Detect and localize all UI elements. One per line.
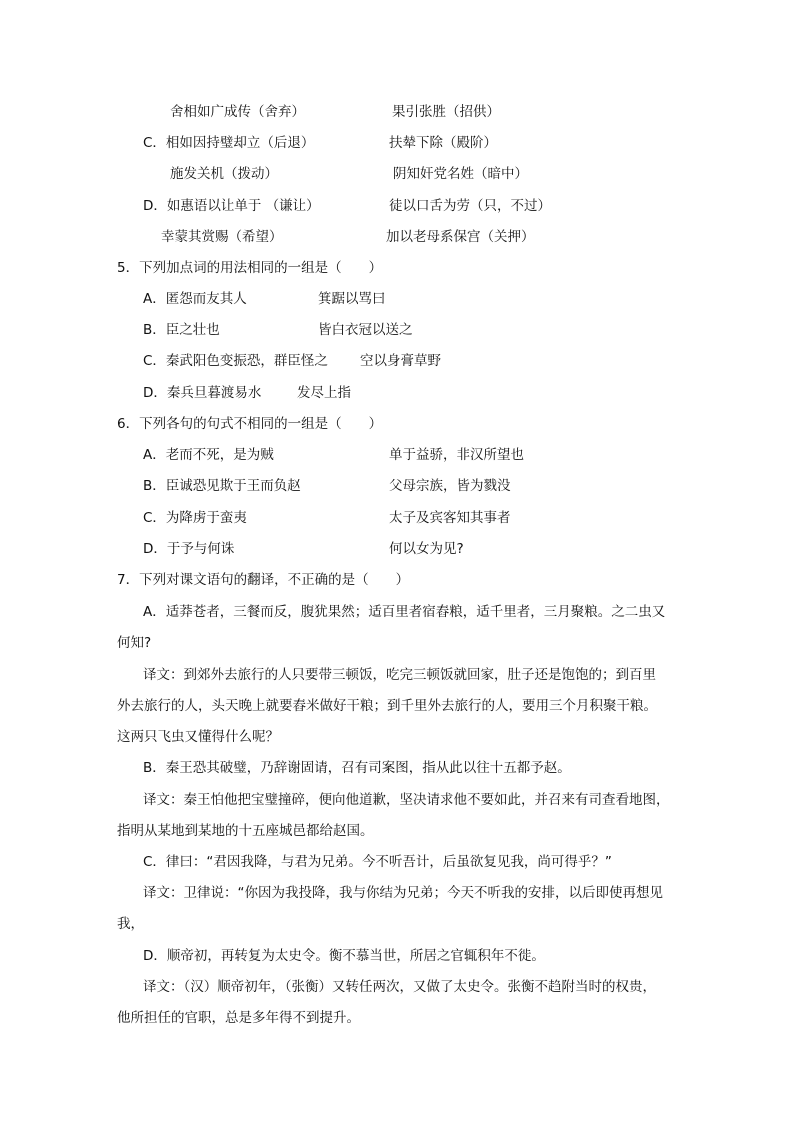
q4-option-c-cont-left: 施发关机（拨动） [170,166,278,182]
q7-option-a-line1: A．适莽苍者，三餐而反，腹犹果然；适百里者宿舂粮，适千里者，三月聚粮。之二虫又 [143,604,666,620]
q6-option-b-left: B．臣诚恐见欺于王而负赵 [143,478,301,494]
q7-option-a-translation-2: 外去旅行的人，头天晚上就要舂米做好干粮；到千里外去旅行的人，要用三个月积聚干粮。 [117,698,657,714]
q4-option-d-cont-left: 幸蒙其赏赐（希望） [161,229,283,245]
q4-option-b-cont-left: 舍相如广成传（舍弃） [170,104,305,120]
q7-option-b-line: B．秦王恐其破璧，乃辞谢固请，召有司案图，指从此以往十五都予赵。 [143,760,571,776]
q5-option-b-left: B．臣之壮也 [143,322,220,338]
q7-option-a-translation-3: 这两只飞虫又懂得什么呢？ [117,729,279,745]
q7-option-b-translation-2: 指明从某地到某地的十五座城邑都给赵国。 [117,823,374,839]
q5-option-b-right: 皆白衣冠以送之 [318,322,413,338]
q6-option-d-right: 何以女为见? [389,541,464,557]
q4-option-c-left: C．相如因持璧却立（后退） [143,135,315,151]
q7-option-d-line: D．顺帝初，再转复为太史令。衡不慕当世，所居之官辄积年不徙。 [143,948,545,964]
q6-option-c-left: C．为降虏于蛮夷 [143,510,247,526]
q7-option-c-line: C．律曰：“君因我降，与君为兄弟。今不听吾计，后虽欲复见我，尚可得乎？” [143,854,612,870]
q6-option-b-right: 父母宗族，皆为戮没 [389,478,511,494]
q7-option-a-translation-1: 译文：到郊外去旅行的人只要带三顿饭，吃完三顿饭就回家，肚子还是饱饱的；到百里 [143,667,656,683]
q7-option-c-translation-2: 我， [117,916,144,932]
q7-option-a-line2: 何知? [117,635,152,651]
q7-option-c-translation-1: 译文：卫律说：“你因为我投降，我与你结为兄弟；今天不听我的安排，以后即使再想见 [143,885,663,901]
q5-option-a-right: 箕踞以骂曰 [318,291,386,307]
q5-option-c-right: 空以身膏草野 [360,353,441,369]
q6-option-d-left: D．于予与何诛 [143,541,235,557]
q7-option-d-translation-1: 译文：（汉）顺帝初年，（张衡）又转任两次，又做了太史令。张衡不趋附当时的权贵， [143,979,656,995]
q7-option-b-translation-1: 译文：秦王怕他把宝璧撞碎，便向他道歉，坚决请求他不要如此，并召来有司查看地图， [143,792,670,808]
q7-option-d-translation-2: 他所担任的官职，总是多年得不到提升。 [117,1010,360,1026]
q6-option-c-right: 太子及宾客知其事者 [389,510,511,526]
q4-option-b-cont-right: 果引张胜（招供） [392,104,500,120]
q5-option-d-left: D．秦兵旦暮渡易水 [143,385,262,401]
q6-option-a-left: A．老而不死，是为贼 [143,447,274,463]
q5-option-c-left: C．秦武阳色变振恐，群臣怪之 [143,353,328,369]
q4-option-d-left: D．如惠语以让单于 （谦让） [143,198,320,214]
q4-option-c-right: 扶辇下除（殿阶） [389,135,497,151]
q6-option-a-right: 单于益骄，非汉所望也 [389,447,524,463]
q6-stem: 6．下列各句的句式不相同的一组是（ ） [117,416,383,432]
q5-option-d-right: 发尽上指 [297,385,351,401]
q4-option-c-cont-right: 阴知奸党名姓（暗中） [393,166,528,182]
q5-option-a-left: A．匿怨而友其人 [143,291,247,307]
q4-option-d-right: 徒以口舌为劳（只，不过） [389,198,551,214]
q5-stem: 5．下列加点词的用法相同的一组是（ ） [117,260,383,276]
q4-option-d-cont-right: 加以老母系保宫（关押） [386,229,535,245]
q7-stem: 7．下列对课文语句的翻译，不正确的是（ ） [117,572,410,588]
